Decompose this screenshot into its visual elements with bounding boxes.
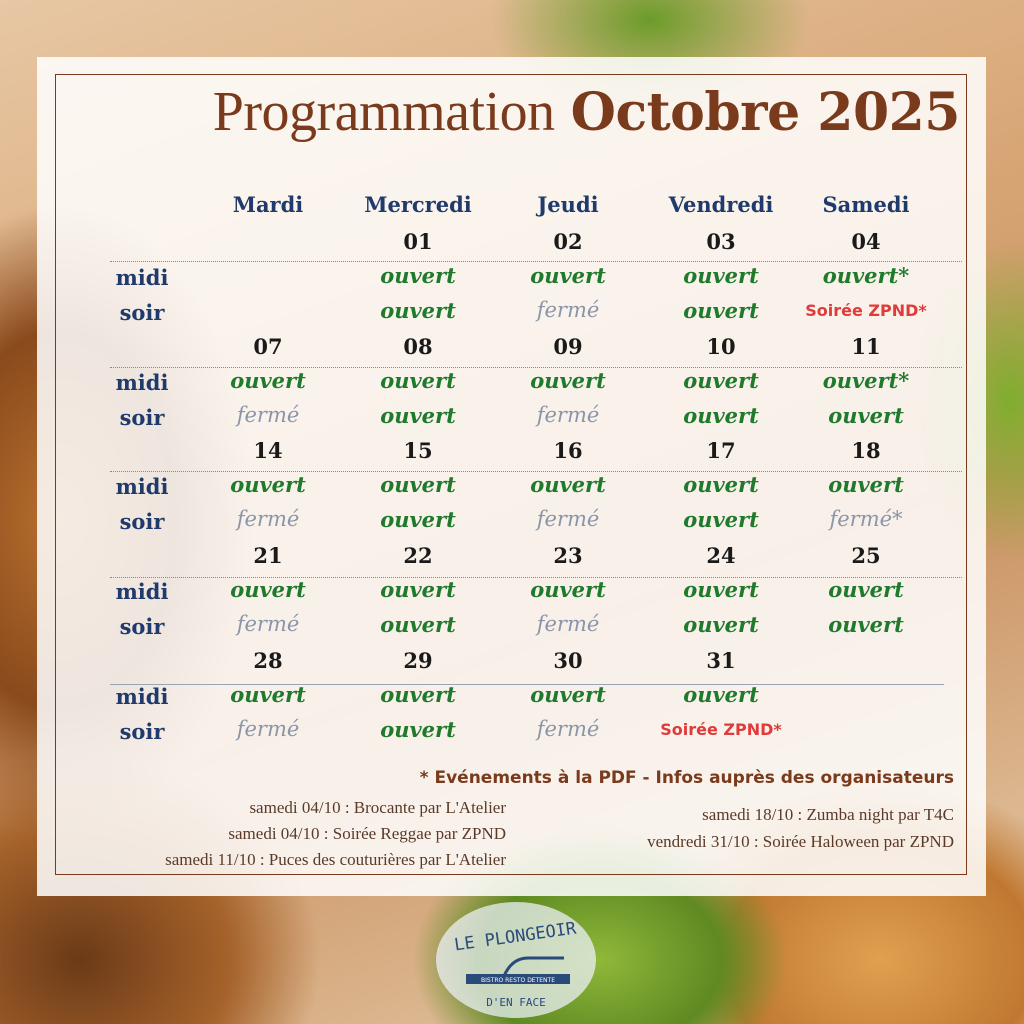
day-date: 01 (403, 229, 433, 254)
logo-line2: D'EN FACE (486, 996, 546, 1009)
event-item: samedi 04/10 : Soirée Reggae par ZPND (228, 824, 506, 843)
status-midi: ouvert (230, 577, 306, 602)
status-midi: ouvert (380, 472, 456, 497)
status-soir: ouvert (683, 507, 759, 532)
status-midi: ouvert (530, 682, 606, 707)
row-label-midi: midi (115, 370, 169, 395)
status-midi: ouvert (683, 368, 759, 393)
status-midi: ouvert (380, 577, 456, 602)
event-item: samedi 11/10 : Puces des couturières par L'Atelier (165, 850, 506, 869)
row-label-midi: midi (115, 579, 169, 604)
day-date: 28 (253, 648, 283, 673)
status-soir: ouvert (683, 403, 759, 428)
status-soir: Soirée ZPND* (805, 301, 927, 320)
status-midi: ouvert (530, 263, 606, 288)
status-soir: fermé (536, 612, 600, 636)
day-date: 08 (403, 334, 433, 359)
status-midi: ouvert (828, 472, 904, 497)
status-midi: ouvert (230, 472, 306, 497)
row-label-midi: midi (115, 474, 169, 499)
day-date: 14 (253, 438, 283, 463)
status-midi: ouvert* (822, 368, 910, 393)
logo-tagline: BISTRO RESTO DETENTE (480, 977, 556, 984)
status-soir: fermé (536, 298, 600, 322)
event-item: vendredi 31/10 : Soirée Haloween par ZPND (647, 832, 954, 851)
row-label-soir: soir (119, 405, 165, 430)
status-soir: fermé (236, 403, 300, 427)
row-label-soir: soir (119, 614, 165, 639)
day-date: 15 (403, 438, 433, 463)
status-midi: ouvert (530, 577, 606, 602)
status-midi: ouvert (380, 368, 456, 393)
status-soir: ouvert (380, 298, 456, 323)
event-item: samedi 18/10 : Zumba night par T4C (702, 805, 954, 824)
day-date: 03 (706, 229, 736, 254)
day-date: 31 (706, 648, 736, 673)
status-midi: ouvert (683, 682, 759, 707)
status-midi: ouvert (683, 577, 759, 602)
status-midi: ouvert (828, 577, 904, 602)
title-light: Programmation (212, 81, 555, 143)
day-date: 18 (851, 438, 881, 463)
row-label-soir: soir (119, 719, 165, 744)
day-date: 07 (253, 334, 283, 359)
status-midi: ouvert (530, 472, 606, 497)
status-soir: ouvert (683, 612, 759, 637)
status-midi: ouvert (530, 368, 606, 393)
row-label-soir: soir (119, 509, 165, 534)
status-soir: fermé (536, 507, 600, 531)
status-soir: ouvert (683, 298, 759, 323)
row-label-soir: soir (119, 300, 165, 325)
day-date: 22 (403, 543, 433, 568)
status-soir: ouvert (380, 612, 456, 637)
status-midi: ouvert (230, 368, 306, 393)
day-header: Vendredi (668, 192, 774, 217)
day-header: Jeudi (537, 192, 599, 217)
day-date: 23 (553, 543, 583, 568)
logo-line1: LE PLONGEOIR (453, 918, 578, 956)
status-soir: fermé (536, 717, 600, 741)
status-soir: fermé* (829, 507, 903, 531)
status-midi: ouvert (683, 263, 759, 288)
status-midi: ouvert (230, 682, 306, 707)
day-date: 29 (403, 648, 433, 673)
day-date: 16 (553, 438, 583, 463)
day-date: 04 (851, 229, 881, 254)
week-separator (110, 261, 962, 262)
day-date: 10 (706, 334, 736, 359)
status-soir: fermé (236, 507, 300, 531)
day-date: 25 (851, 543, 881, 568)
day-date: 21 (253, 543, 283, 568)
status-midi: ouvert (380, 263, 456, 288)
event-item: samedi 04/10 : Brocante par L'Atelier (249, 798, 506, 817)
status-soir: ouvert (828, 403, 904, 428)
day-header: Samedi (822, 192, 910, 217)
day-header: Mardi (232, 192, 304, 217)
status-soir: ouvert (380, 717, 456, 742)
day-date: 11 (851, 334, 881, 359)
status-soir: fermé (236, 612, 300, 636)
status-soir: ouvert (828, 612, 904, 637)
status-midi: ouvert* (822, 263, 910, 288)
row-label-midi: midi (115, 684, 169, 709)
status-soir: ouvert (380, 403, 456, 428)
title-bold: Octobre 2025 (570, 82, 960, 143)
page-title (190, 80, 960, 144)
status-soir: fermé (236, 717, 300, 741)
day-date: 17 (706, 438, 736, 463)
events-note-title: * Evénements à la PDF - Infos auprès des organisateurs (419, 768, 954, 788)
logo (432, 898, 600, 1022)
day-date: 30 (553, 648, 583, 673)
day-date: 02 (553, 229, 583, 254)
status-soir: ouvert (380, 507, 456, 532)
status-midi: ouvert (683, 472, 759, 497)
day-header: Mercredi (364, 192, 472, 217)
status-soir: Soirée ZPND* (660, 720, 782, 739)
row-label-midi: midi (115, 265, 169, 290)
day-date: 09 (553, 334, 583, 359)
day-date: 24 (706, 543, 736, 568)
status-soir: fermé (536, 403, 600, 427)
status-midi: ouvert (380, 682, 456, 707)
